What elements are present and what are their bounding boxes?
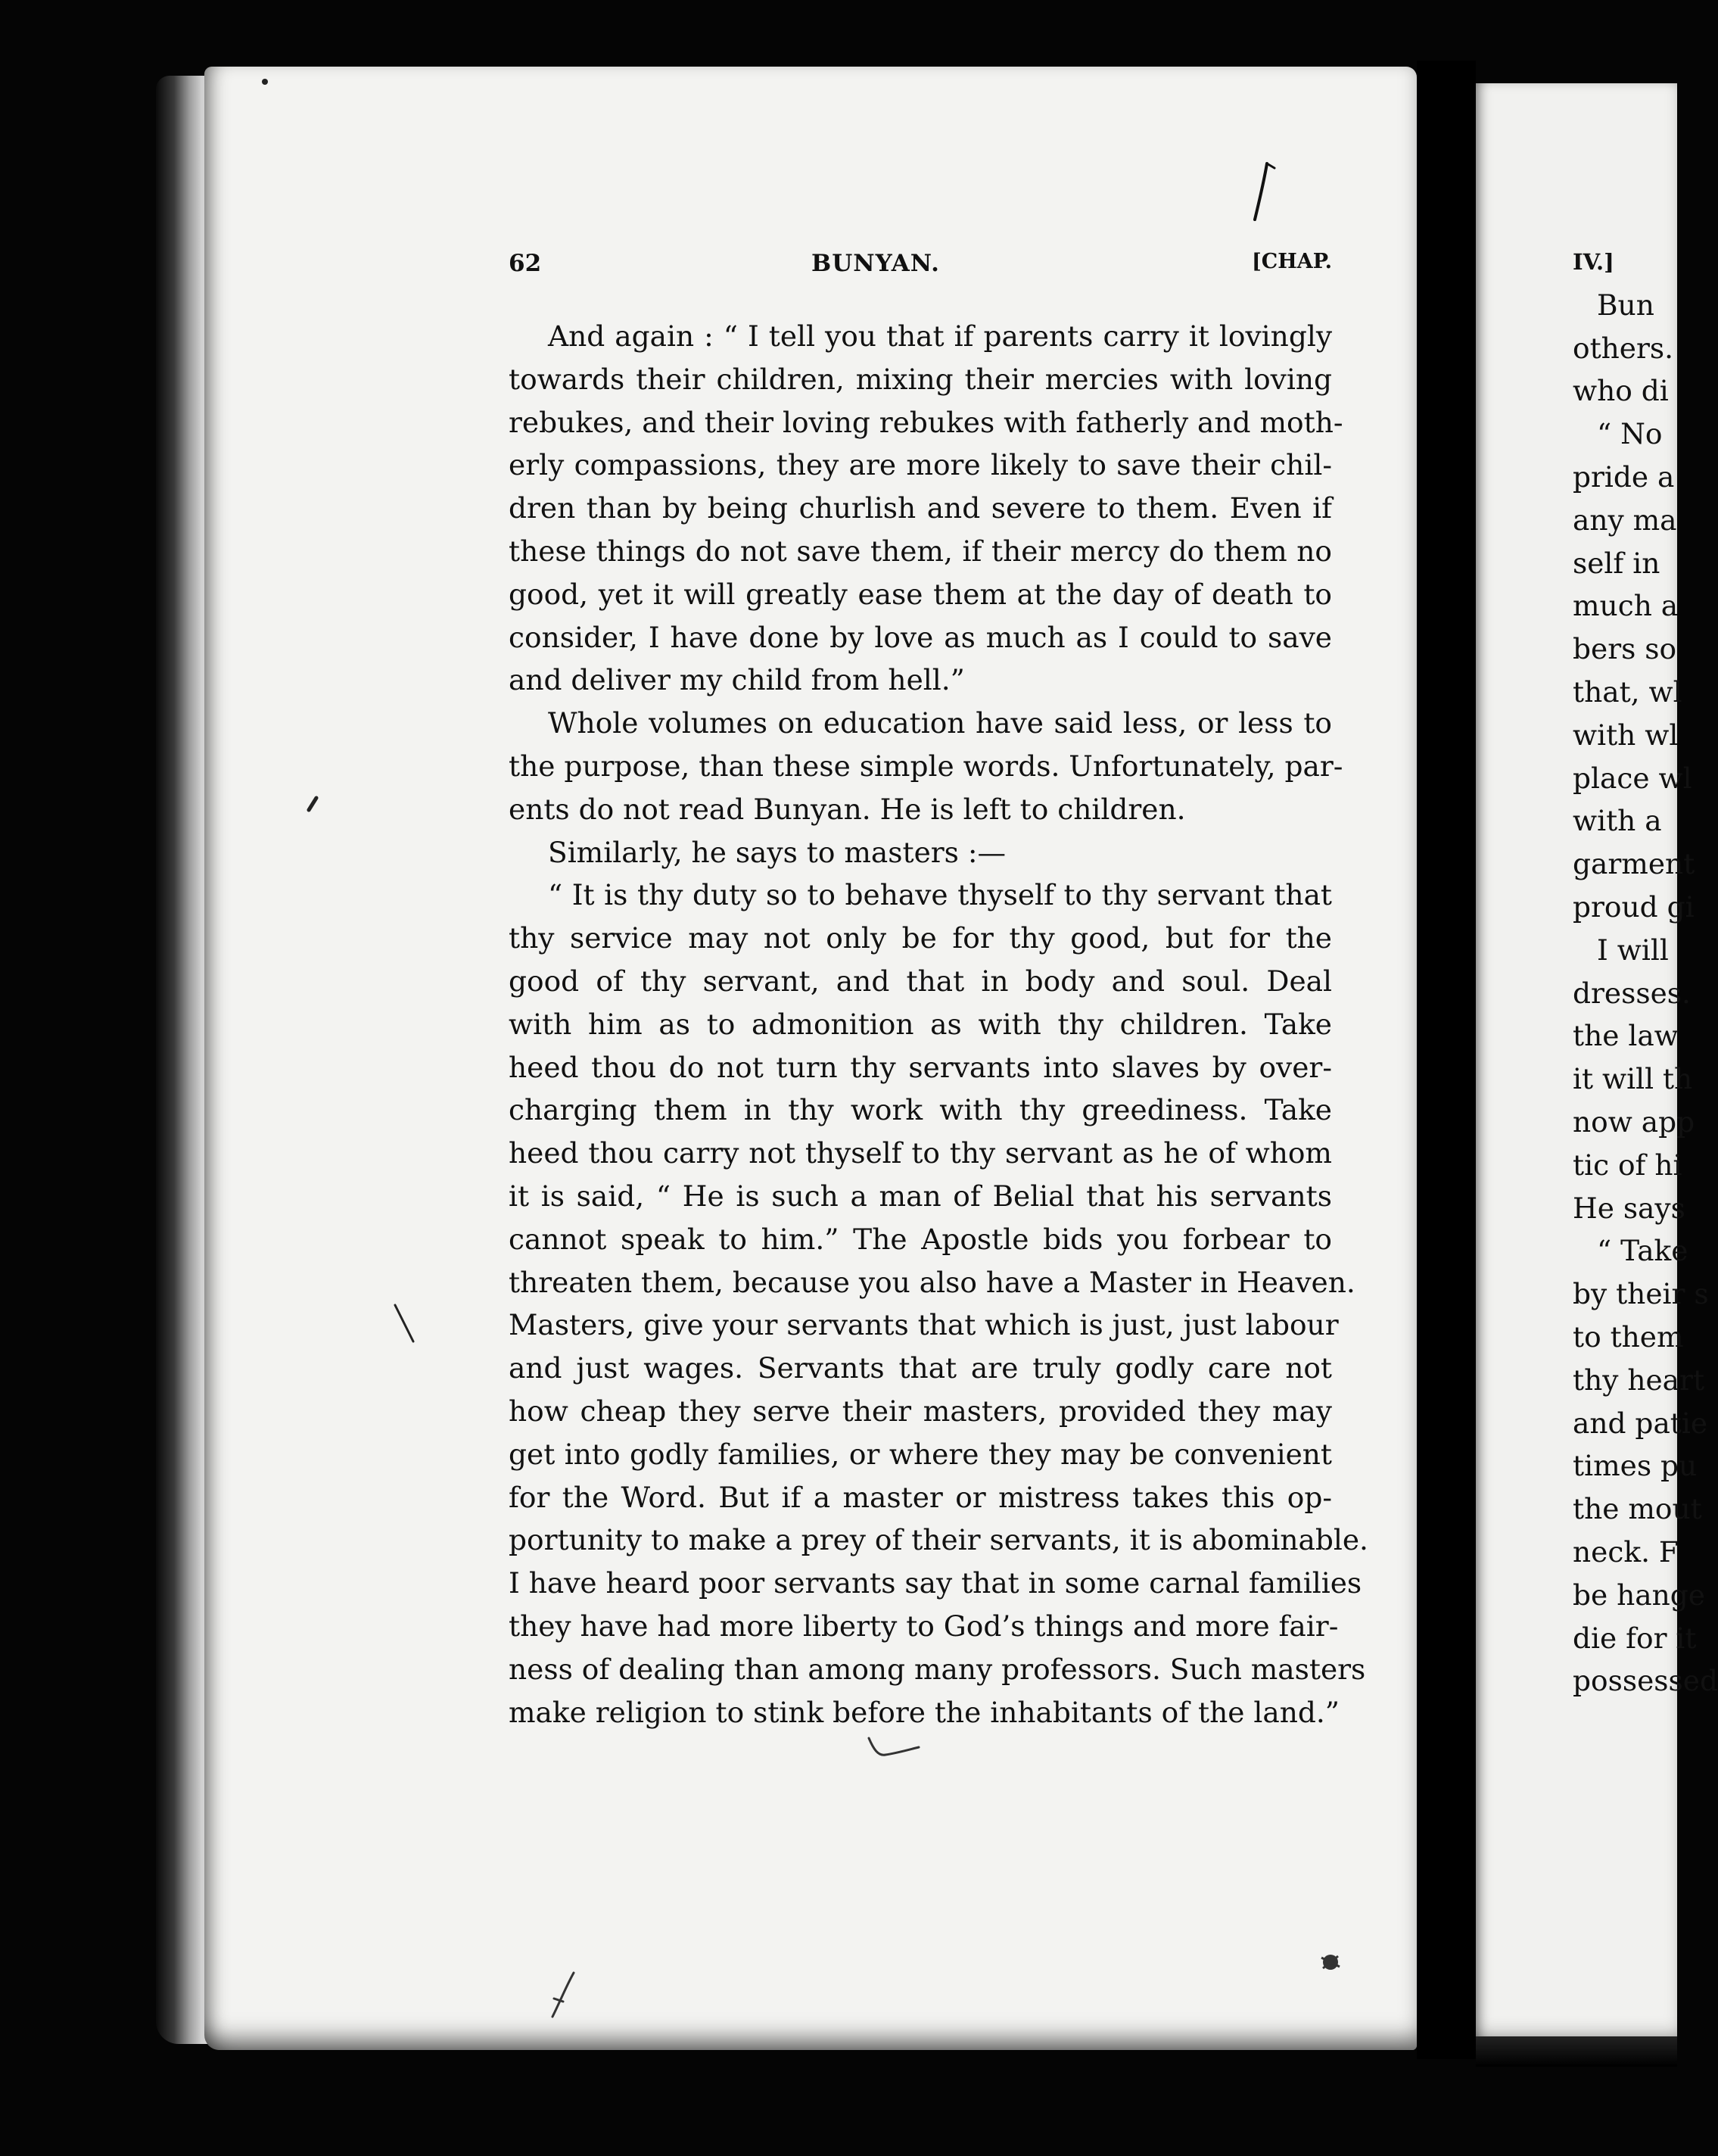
right-text-line: proud gi (1573, 890, 1695, 924)
text-line: ness of dealing than among many professors. Such masters (509, 1652, 1366, 1686)
text-line: portunity to make a prey of their servants, it is abominable. (509, 1523, 1368, 1557)
margin-tick-mark (391, 1302, 421, 1348)
right-text-line: that, wl (1573, 675, 1682, 709)
right-text-line: any ma (1573, 503, 1677, 537)
right-text-line: thy heart (1573, 1363, 1705, 1397)
text-line: heed thou carry not thyself to thy servant as he of whom (509, 1136, 1332, 1170)
right-text-line: Bun (1597, 288, 1654, 322)
right-text-line: I will (1597, 933, 1669, 967)
text-line: threaten them, because you also have a Master in Heaven. (509, 1265, 1355, 1299)
right-text-line: by their s (1573, 1277, 1709, 1311)
right-text-line: to them (1573, 1319, 1684, 1354)
right-text-line: who di (1573, 374, 1669, 408)
right-text-line: with wl (1573, 718, 1679, 752)
text-line: these things do not save them, if their mercy do them no (509, 534, 1332, 568)
text-line: consider, I have done by love as much as I could to save (509, 620, 1332, 654)
right-text-line: die for it (1573, 1621, 1697, 1655)
right-text-line: others. (1573, 331, 1674, 365)
right-text-line: it will th (1573, 1062, 1693, 1096)
right-text-line: possessed (1573, 1664, 1718, 1698)
text-line: rebukes, and their loving rebukes with fatherly and moth- (509, 405, 1343, 439)
text-line: heed thou do not turn thy servants into slaves by over- (509, 1050, 1332, 1084)
right-page-bottom-shadow (1476, 2036, 1677, 2067)
right-page-text (1573, 241, 1718, 1703)
right-text-line: place wl (1573, 761, 1692, 795)
right-text-line: self in (1573, 546, 1660, 580)
right-text-line: dresses. (1573, 976, 1691, 1010)
text-line: cannot speak to him.” The Apostle bids you forbear to (509, 1222, 1332, 1256)
right-text-line: tic of hi (1573, 1148, 1682, 1182)
right-page-header: IV.] (1573, 249, 1614, 275)
text-line: Whole volumes on education have said less, or less to (548, 706, 1332, 740)
text-line: And again : “ I tell you that if parents carry it lovingly (548, 319, 1332, 353)
right-text-line: now app (1573, 1104, 1695, 1139)
right-text-line: the law (1573, 1019, 1679, 1053)
right-text-line: “ Take (1597, 1234, 1688, 1268)
running-head (509, 250, 1332, 285)
underline-squiggle-mark (863, 1734, 923, 1764)
text-line: and just wages. Servants that are truly godly care not (509, 1351, 1332, 1385)
text-line: I have heard poor servants say that in some carnal families (509, 1566, 1362, 1600)
text-line: get into godly families, or where they may be convenient (509, 1437, 1332, 1471)
right-text-line: and patie (1573, 1406, 1708, 1440)
right-text-line: much a (1573, 589, 1679, 623)
chapter-mark: [CHAP. (1252, 250, 1332, 273)
text-line: good of thy servant, and that in body and soul. Deal (509, 964, 1332, 998)
text-line: dren than by being churlish and severe to them. Even if (509, 491, 1332, 525)
text-line: for the Word. But if a master or mistress takes this op- (509, 1480, 1332, 1514)
text-line: “ It is thy duty so to behave thyself to thy servant that (548, 878, 1332, 912)
text-line: how cheap they serve their masters, provided they may (509, 1394, 1332, 1428)
right-text-line: “ No (1597, 417, 1663, 451)
text-line: charging them in thy work with thy greediness. Take (509, 1093, 1332, 1127)
right-text-line: neck. F (1573, 1534, 1679, 1569)
text-line: it is said, “ He is such a man of Belial that his servants (509, 1179, 1332, 1213)
page-gutter (1417, 61, 1476, 2059)
right-text-line: He says (1573, 1191, 1685, 1225)
page-title: BUNYAN. (811, 250, 940, 277)
right-text-line: the mout (1573, 1492, 1702, 1526)
pencil-stroke-mark (1241, 159, 1287, 227)
text-line: they have had more liberty to God’s things and more fair- (509, 1609, 1339, 1643)
right-text-line: be hange (1573, 1578, 1705, 1612)
right-text-line: bers so (1573, 632, 1677, 666)
right-text-line: times pu (1573, 1449, 1698, 1483)
text-line: Similarly, he says to masters :— (548, 835, 1006, 869)
dust-speck (306, 795, 321, 813)
dust-speck (259, 76, 271, 88)
text-line: towards their children, mixing their mercies with loving (509, 362, 1332, 396)
right-text-line: pride a (1573, 460, 1675, 494)
text-line: and deliver my child from hell.” (509, 663, 965, 697)
right-text-line: garment (1573, 847, 1695, 881)
bottom-left-pencil-mark (543, 1968, 581, 2021)
text-line: Masters, give your servants that which is just, just labour (509, 1308, 1339, 1342)
right-text-line: with a (1573, 804, 1662, 838)
body-text (509, 315, 1368, 1734)
text-line: good, yet it will greatly ease them at the day of death to (509, 577, 1332, 611)
text-line: with him as to admonition as with thy children. Take (509, 1007, 1332, 1041)
text-line: the purpose, than these simple words. Unfortunately, par- (509, 749, 1343, 783)
ink-blot-mark (1312, 1944, 1350, 1982)
text-line: thy service may not only be for thy good, but for the (509, 921, 1332, 955)
page-number: 62 (509, 250, 542, 277)
text-line: erly compassions, they are more likely to save their chil- (509, 448, 1332, 482)
text-line: make religion to stink before the inhabitants of the land.” (509, 1695, 1340, 1729)
text-line: ents do not read Bunyan. He is left to children. (509, 792, 1186, 826)
